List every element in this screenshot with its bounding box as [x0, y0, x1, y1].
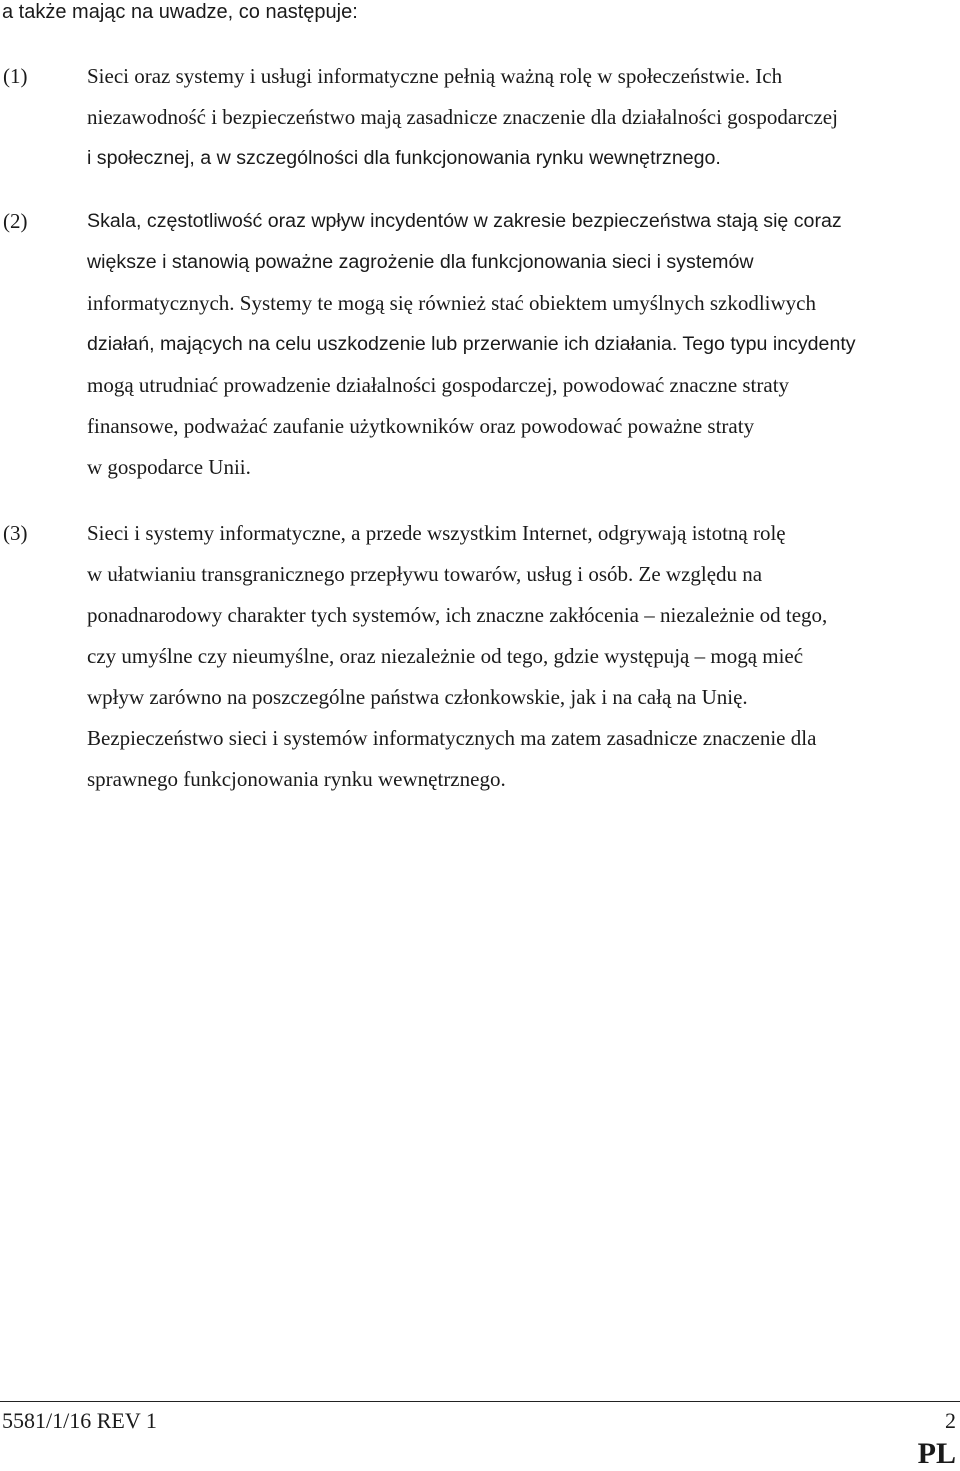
recital-number: (1)	[3, 64, 28, 88]
footer-divider	[0, 1401, 960, 1402]
recital-line: niezawodność i bezpieczeństwo mają zasadnicze znaczenie dla działalności gospodarczej	[87, 105, 838, 129]
recital-line: ponadnarodowy charakter tych systemów, ich znaczne zakłócenia – niezależnie od tego,	[87, 603, 828, 627]
recital-line: Sieci i systemy informatyczne, a przede wszystkim Internet, odgrywają istotną rolę	[87, 521, 786, 545]
recital-line: większe i stanowią poważne zagrożenie dla funkcjonowania sieci i systemów	[87, 251, 754, 273]
recital-line: Bezpieczeństwo sieci i systemów informatycznych ma zatem zasadnicze znaczenie dla	[87, 726, 817, 750]
recital-2	[0, 201, 945, 488]
recital-line: wpływ zarówno na poszczególne państwa członkowskie, jak i na całą na Unię.	[87, 685, 748, 709]
recital-line: mogą utrudniać prowadzenie działalności gospodarczej, powodować znaczne straty	[87, 373, 790, 397]
recital-line: czy umyślne czy nieumyślne, oraz niezależnie od tego, gdzie występują – mogą mieć	[87, 644, 804, 668]
recital-body	[87, 201, 945, 488]
recital-line: Sieci oraz systemy i usługi informatyczne pełnią ważną rolę w społeczeństwie. Ich	[87, 64, 783, 88]
recital-body	[87, 56, 945, 179]
recital-line: finansowe, podważać zaufanie użytkowników oraz powodować poważne straty	[87, 414, 755, 438]
recital-1	[0, 56, 945, 179]
recital-line: informatycznych. Systemy te mogą się również stać obiektem umyślnych szkodliwych	[87, 291, 816, 315]
recital-line: Skala, częstotliwość oraz wpływ incydentów w zakresie bezpieczeństwa stają się coraz	[87, 210, 842, 232]
recital-number: (2)	[3, 209, 28, 233]
recital-3	[0, 513, 945, 800]
recital-body	[87, 513, 945, 800]
intro-text: a także mając na uwadze, co następuje:	[2, 1, 358, 23]
recital-line: działań, mających na celu uszkodzenie lub przerwanie ich działania. Tego typu incydenty	[87, 333, 856, 355]
page-number: 2	[945, 1408, 956, 1433]
recital-line: w gospodarce Unii.	[87, 455, 251, 479]
recital-line: i społecznej, a w szczególności dla funkcjonowania rynku wewnętrznego.	[87, 147, 721, 169]
language-code: PL	[917, 1437, 956, 1470]
recital-number: (3)	[3, 521, 28, 545]
recital-line: w ułatwianiu transgranicznego przepływu towarów, usług i osób. Ze względu na	[87, 562, 763, 586]
document-reference: 5581/1/16 REV 1	[2, 1408, 157, 1433]
recital-line: sprawnego funkcjonowania rynku wewnętrznego.	[87, 767, 506, 791]
